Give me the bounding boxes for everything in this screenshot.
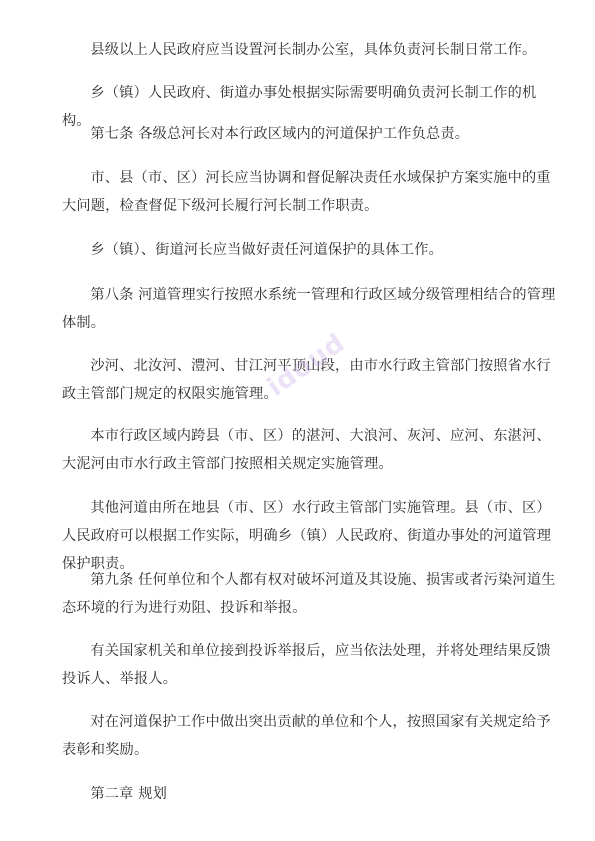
paragraph-8: 本市行政区域内跨县（市、区）的湛河、大浪河、灰河、应河、东湛河、大泥河由市水行政主管部门按照相关规定实施管理。	[62, 428, 551, 472]
chapter-2-heading: 第二章 规划	[90, 786, 168, 802]
paragraph-1: 县级以上人民政府应当设置河长制办公室，具体负责河长制日常工作。	[90, 42, 537, 58]
paragraph-7: 沙河、北汝河、澧河、甘江河平顶山段，由市水行政主管部门按照省水行政主管部门规定的权限实施管理。	[62, 358, 551, 402]
article-7-heading: 第七条 各级总河长对本行政区域内的河道保护工作负总责。	[90, 126, 470, 142]
paragraph-9: 其他河道由所在地县（市、区）水行政主管部门实施管理。县（市、区）人民政府可以根据工作实际，明确乡（镇）人民政府、街道办事处的河道管理保护职责。	[62, 500, 552, 572]
article-9-heading: 第九条 任何单位和个人都有权对破坏河道及其设施、损害或者污染河道生态环境的行为进行劝阻、投诉和举报。	[62, 572, 556, 616]
paragraph-12: 对在河道保护工作中做出突出贡献的单位和个人，按照国家有关规定给予表彰和奖励。	[62, 714, 551, 758]
paragraph-2: 乡（镇）人民政府、街道办事处根据实际需要明确负责河长制工作的机构。	[62, 85, 537, 129]
article-8-heading: 第八条 河道管理实行按照水系统一管理和行政区域分级管理相结合的管理体制。	[62, 287, 556, 331]
paragraph-11: 有关国家机关和单位接到投诉举报后，应当依法处理，并将处理结果反馈投诉人、举报人。	[62, 643, 551, 687]
watermark: idoud	[262, 327, 351, 403]
paragraph-4: 市、县（市、区）河长应当协调和督促解决责任水域保护方案实施中的重大问题，检查督促下级河长履行河长制工作职责。	[62, 170, 551, 214]
paragraph-5: 乡（镇）、街道河长应当做好责任河道保护的具体工作。	[90, 242, 443, 258]
